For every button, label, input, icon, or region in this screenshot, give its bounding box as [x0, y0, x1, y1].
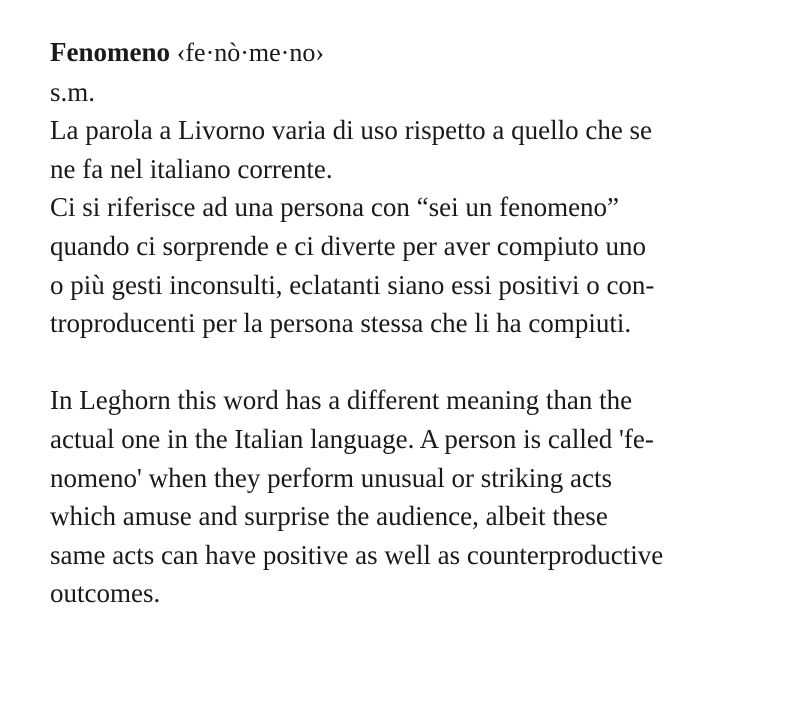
- italian-line: La parola a Livorno varia di uso rispetto a quello che se: [50, 115, 653, 146]
- english-definition: [50, 381, 750, 613]
- dictionary-entry: [50, 33, 750, 613]
- english-line: In Leghorn this word has a different meaning than the: [50, 385, 633, 416]
- headword: Fenomeno: [50, 37, 170, 67]
- italian-line: ne fa nel italiano corrente.: [50, 153, 333, 184]
- italian-line: Ci si riferisce ad una persona con “sei un fenomeno”: [50, 192, 620, 223]
- english-line: which amuse and surprise the audience, albeit these: [50, 501, 608, 532]
- italian-line: o più gesti inconsulti, eclatanti siano essi positivi o con-: [50, 269, 655, 300]
- english-line: same acts can have positive as well as counterproductive: [50, 539, 664, 570]
- italian-line: troproducenti per la persona stessa che li ha compiuti.: [50, 308, 632, 339]
- pronunciation: ‹fe·nò·me·no›: [176, 38, 324, 67]
- paragraph-gap: [50, 343, 750, 382]
- italian-definition: [50, 111, 750, 343]
- italian-line: quando ci sorprende e ci diverte per aver compiuto uno: [50, 230, 647, 261]
- part-of-speech: s.m.: [50, 76, 96, 107]
- english-line: outcomes.: [50, 578, 161, 609]
- english-line: nomeno' when they perform unusual or striking acts: [50, 462, 612, 493]
- entry-headline: [50, 33, 750, 73]
- english-line: actual one in the Italian language. A person is called 'fe-: [50, 423, 654, 454]
